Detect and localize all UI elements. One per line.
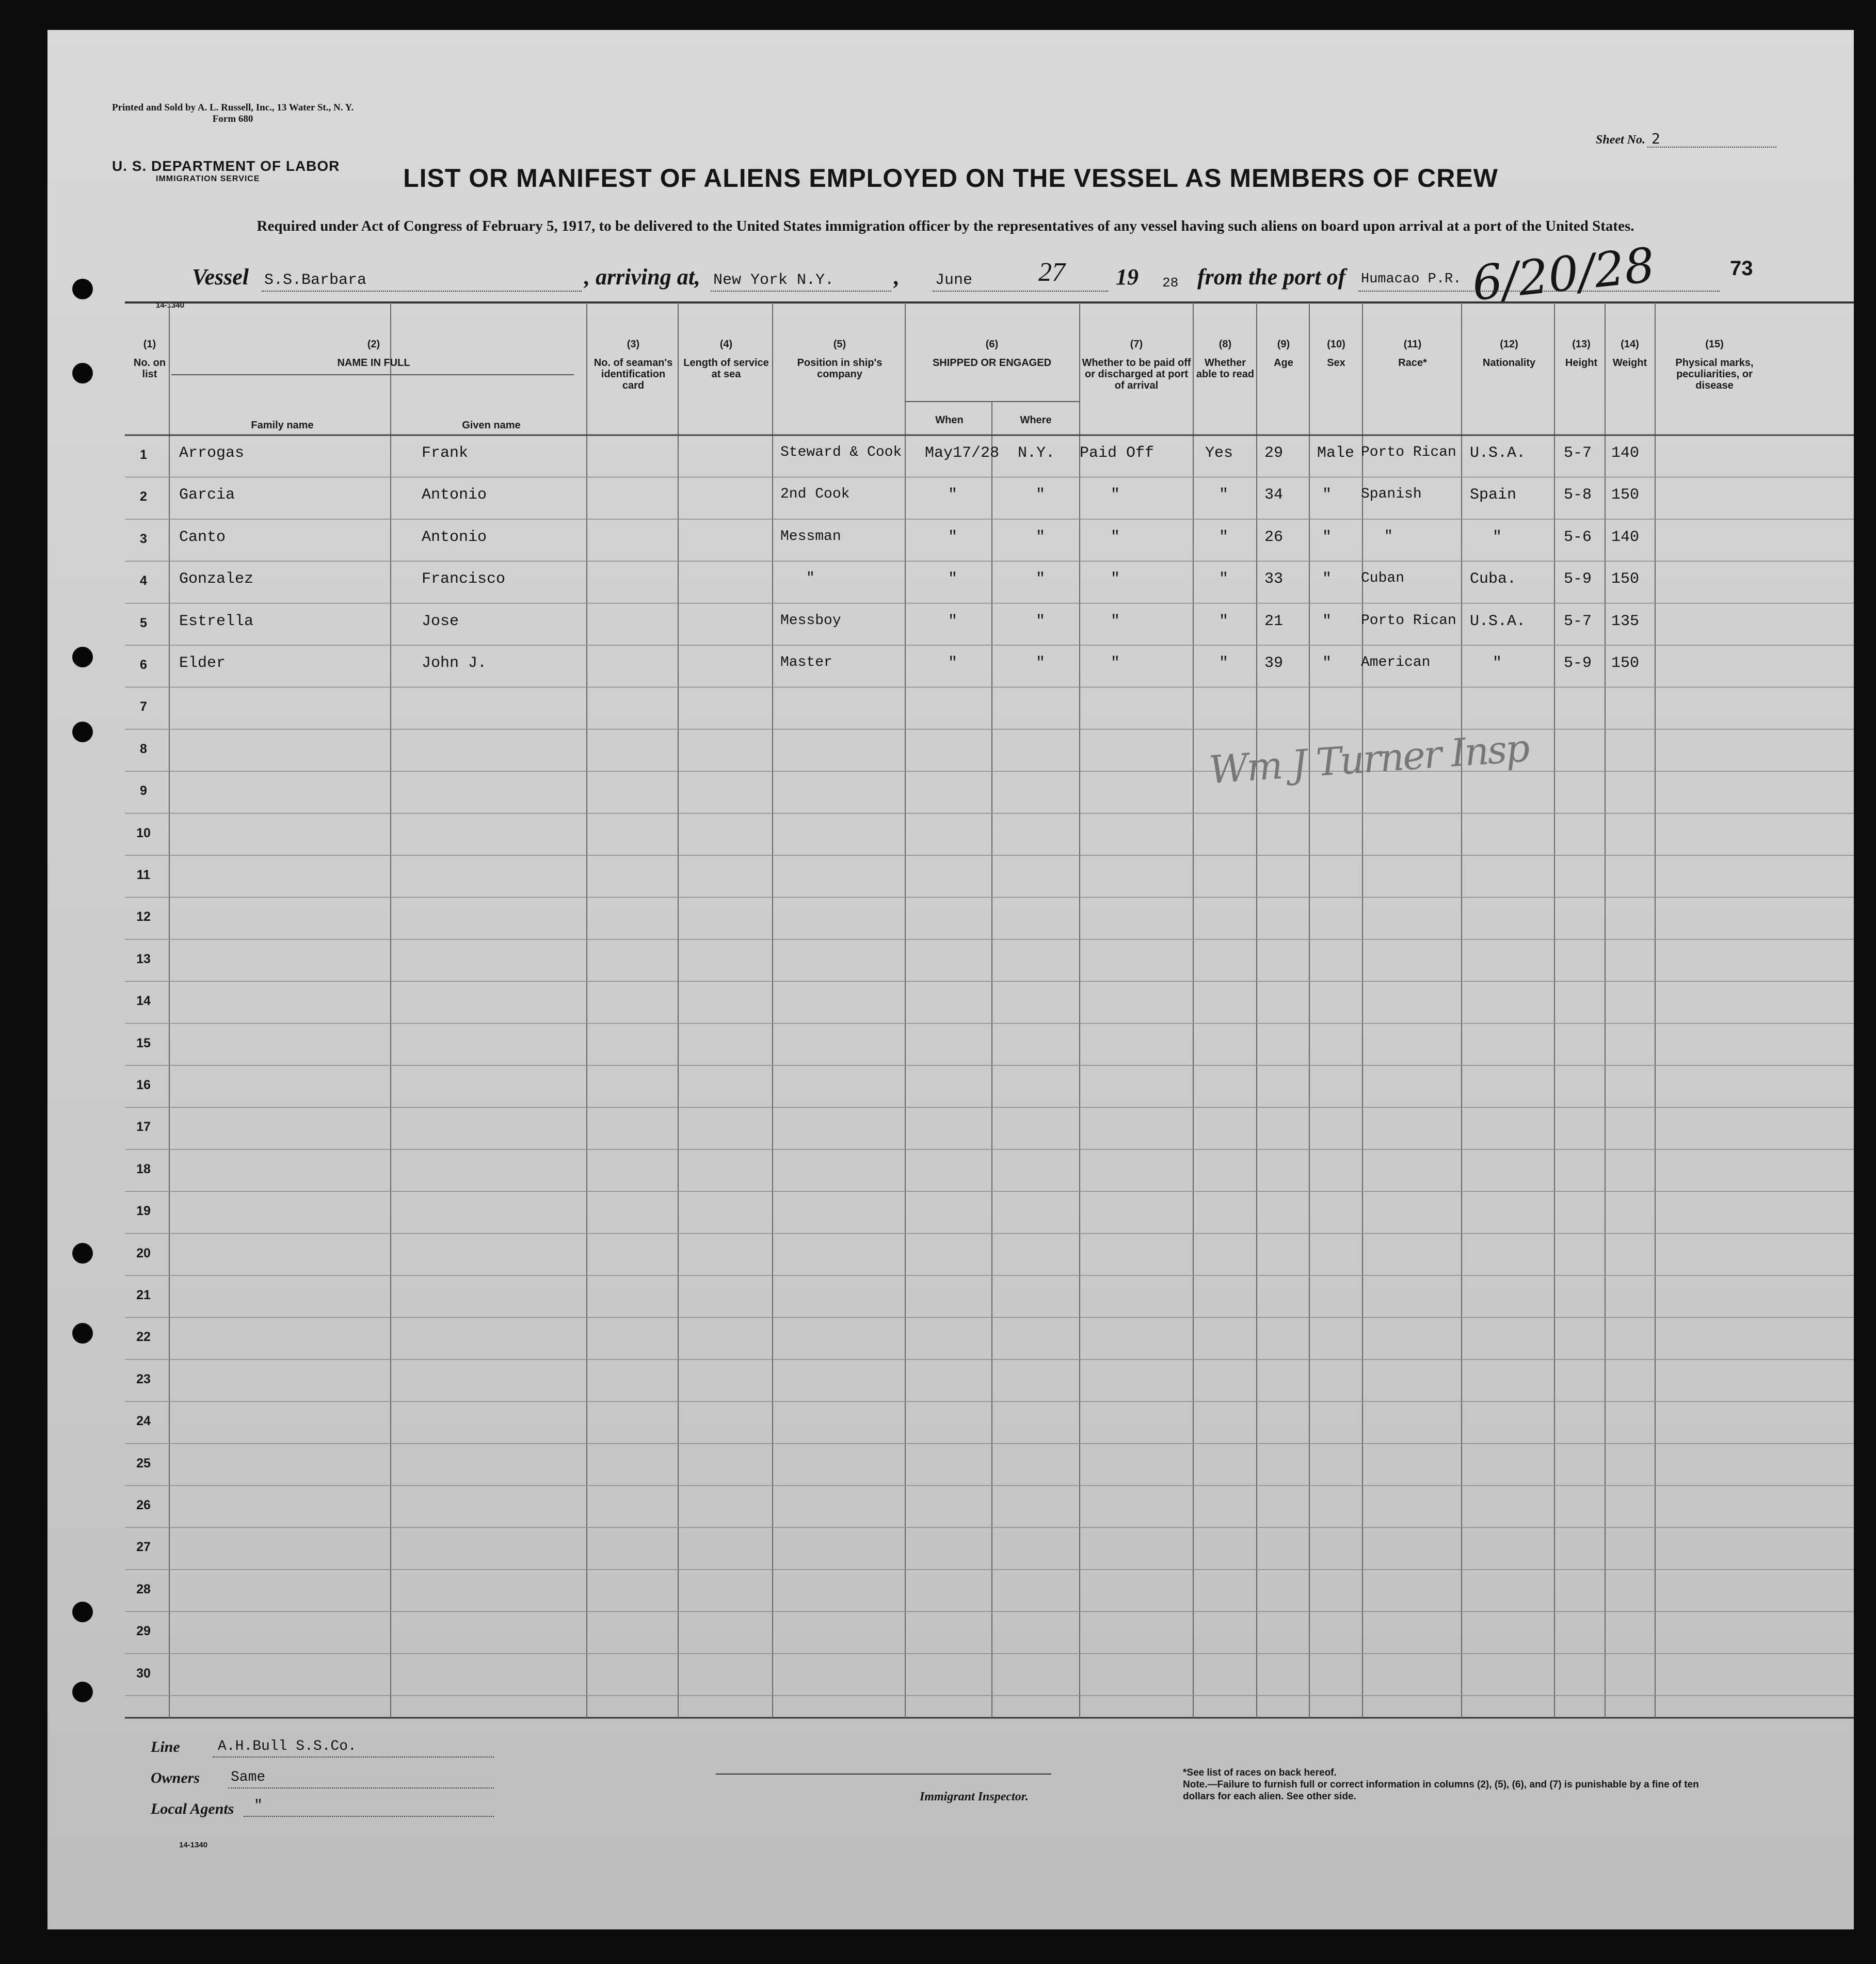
col-14-label: Weight (1612, 357, 1647, 369)
able-to-read: " (1219, 654, 1229, 672)
col-12-label: Nationality (1482, 357, 1536, 369)
row-number: 11 (136, 868, 151, 882)
race: Cuban (1361, 570, 1405, 587)
col-7-header (1080, 339, 1193, 391)
sex: " (1322, 654, 1332, 672)
col-15-header (1658, 339, 1771, 391)
weight: 140 (1611, 528, 1640, 546)
row-number: 18 (136, 1161, 151, 1176)
height: 5-9 (1564, 570, 1592, 588)
row-number: 21 (136, 1288, 151, 1302)
race: " (1384, 528, 1393, 545)
paid-off: " (1111, 654, 1120, 672)
row-number: 24 (136, 1414, 151, 1429)
col-1-number: (1) (143, 339, 156, 350)
shipped-when: " (948, 612, 958, 630)
col-8-label: Whether able to read (1196, 357, 1255, 380)
col-11-label: Race* (1398, 357, 1427, 369)
position: 2nd Cook (780, 486, 850, 503)
nationality: " (1493, 654, 1502, 672)
col-2-header (171, 339, 576, 369)
when-header: When (935, 414, 964, 426)
height: 5-7 (1564, 444, 1592, 462)
col-4-number: (4) (719, 339, 733, 350)
races-note: *See list of races on back hereof. (1183, 1767, 1337, 1778)
agents-value: " (254, 1798, 263, 1814)
col-10-header (1310, 339, 1362, 369)
shipped-where: N.Y. (1018, 444, 1055, 462)
inspector-signature-line (716, 1774, 1051, 1775)
race: Spanish (1361, 486, 1422, 503)
shipped-when: " (948, 528, 958, 546)
age: 29 (1264, 444, 1284, 462)
printer-text: Printed and Sold by A. L. Russell, Inc., 13 Water St., N. Y. (112, 102, 354, 113)
col-15-number: (15) (1705, 339, 1724, 350)
able-to-read: " (1219, 486, 1229, 504)
col-9-number: (9) (1277, 339, 1290, 350)
arrival-port: New York N.Y. (713, 272, 835, 289)
position: " (806, 570, 815, 587)
sheet-number: 2 (1651, 130, 1660, 147)
col-11-number: (11) (1403, 339, 1422, 350)
shipped-where: " (1036, 486, 1046, 504)
shipped-where: " (1036, 570, 1046, 588)
col-2-number: (2) (367, 339, 380, 350)
given-name-header: Given name (462, 420, 521, 431)
row-number: 20 (136, 1246, 151, 1260)
col-8-number: (8) (1218, 339, 1232, 350)
able-to-read: " (1219, 528, 1229, 546)
shipped-when: " (948, 486, 958, 504)
col-9-header (1258, 339, 1309, 369)
small-form-number: 14-1340 (156, 301, 185, 310)
row-number: 28 (136, 1582, 151, 1596)
row-number: 10 (136, 825, 151, 840)
arriving-label: , arriving at, (584, 264, 700, 290)
paid-off: " (1111, 612, 1120, 630)
shipped-when: May17/28 (925, 444, 1000, 462)
family-name: Gonzalez (179, 570, 254, 588)
sex: " (1322, 570, 1332, 588)
col-9-label: Age (1274, 357, 1293, 369)
row-number: 8 (140, 741, 147, 756)
row-number: 25 (136, 1456, 151, 1471)
col-13-header (1556, 339, 1607, 369)
row-number: 19 (136, 1204, 151, 1219)
row-number: 12 (136, 909, 151, 924)
given-name: Jose (422, 612, 459, 630)
col-11-header (1364, 339, 1462, 369)
nationality: U.S.A. (1470, 612, 1526, 630)
col-15-label: Physical marks, peculiarities, or disease (1675, 357, 1754, 391)
col-3-label: No. of seaman's identification card (594, 357, 673, 391)
col-5-label: Position in ship's company (797, 357, 883, 380)
departure-port: Humacao P.R. (1361, 272, 1462, 287)
owners-value: Same (231, 1769, 266, 1785)
shipped-where: " (1036, 612, 1046, 630)
col-7-number: (7) (1130, 339, 1143, 350)
height: 5-7 (1564, 612, 1592, 630)
row-number: 16 (136, 1078, 151, 1092)
position: Messman (780, 528, 841, 545)
row-number: 1 (140, 448, 147, 462)
row-number: 22 (136, 1330, 151, 1345)
department-name: U. S. DEPARTMENT OF LABOR (112, 158, 340, 174)
penalty-note: Note.—Failure to furnish full or correct information in columns (2), (5), (6), and (7) is punishable by a fine of ten dollars for each alien. See other side. (1183, 1779, 1699, 1802)
given-name: John J. (422, 654, 487, 672)
owners-label: Owners (151, 1769, 200, 1786)
sex: " (1322, 528, 1332, 546)
owners-underline (228, 1787, 494, 1789)
row-number: 29 (136, 1624, 151, 1639)
weight: 140 (1611, 444, 1640, 462)
age: 34 (1264, 486, 1284, 504)
col-12-number: (12) (1500, 339, 1518, 350)
arrival-month: June (935, 272, 973, 289)
row-number: 14 (136, 994, 151, 1009)
col-13-label: Height (1565, 357, 1598, 369)
age: 21 (1264, 612, 1284, 630)
shipped-where: " (1036, 528, 1046, 546)
sheet-label: Sheet No. (1596, 133, 1645, 147)
row-number: 27 (136, 1540, 151, 1555)
col-10-number: (10) (1327, 339, 1345, 350)
height: 5-9 (1564, 654, 1592, 672)
manifest-sheet (47, 30, 1854, 1929)
race: Porto Rican (1361, 444, 1456, 460)
position: Messboy (780, 612, 841, 629)
row-number: 2 (140, 489, 147, 504)
vessel-name: S.S.Barbara (264, 272, 367, 289)
row-number: 23 (136, 1371, 151, 1386)
page-number: 73 (1730, 257, 1753, 280)
col-7-label: Whether to be paid off or discharged at port of arrival (1082, 357, 1191, 391)
year-prefix: 19 (1116, 264, 1139, 290)
col-5-header (775, 339, 904, 380)
col-14-header (1606, 339, 1654, 369)
paid-off: Paid Off (1080, 444, 1155, 462)
able-to-read: " (1219, 570, 1229, 588)
agents-label: Local Agents (151, 1800, 234, 1817)
agents-underline (244, 1816, 494, 1817)
col-6-number: (6) (985, 339, 999, 350)
age: 26 (1264, 528, 1284, 546)
row-number: 6 (140, 658, 147, 672)
height: 5-8 (1564, 486, 1592, 504)
row-number: 26 (136, 1498, 151, 1512)
col-6-label: SHIPPED OR ENGAGED (932, 357, 1052, 369)
sex: " (1322, 486, 1332, 504)
service-name: IMMIGRATION SERVICE (156, 174, 260, 183)
col-8-header (1194, 339, 1256, 380)
form-number: Form 680 (212, 114, 253, 124)
able-to-read: Yes (1205, 444, 1233, 462)
paid-off: " (1111, 528, 1120, 546)
col-14-number: (14) (1621, 339, 1639, 350)
where-header: Where (1020, 414, 1052, 426)
row-number: 5 (140, 615, 147, 630)
nationality: U.S.A. (1470, 444, 1526, 462)
document-title: LIST OR MANIFEST OF ALIENS EMPLOYED ON THE VESSEL AS MEMBERS OF CREW (403, 164, 1498, 193)
col-13-number: (13) (1572, 339, 1591, 350)
nationality: " (1493, 528, 1502, 546)
family-name: Arrogas (179, 444, 245, 462)
age: 33 (1264, 570, 1284, 588)
inspector-label: Immigrant Inspector. (920, 1790, 1029, 1803)
vessel-label: Vessel (192, 264, 249, 290)
footer-notes (1183, 1767, 1699, 1802)
weight: 150 (1611, 654, 1640, 672)
from-port-label: from the port of (1197, 264, 1346, 290)
nationality: Spain (1470, 486, 1517, 504)
position: Steward & Cook (780, 444, 902, 460)
paid-off: " (1111, 486, 1120, 504)
col-2-label: NAME IN FULL (337, 357, 410, 369)
arrival-year: 28 (1162, 275, 1179, 291)
footer-form-number: 14-1340 (179, 1841, 208, 1849)
weight: 135 (1611, 612, 1640, 630)
shipped-when: " (948, 570, 958, 588)
given-name: Antonio (422, 486, 487, 504)
nationality: Cuba. (1470, 570, 1517, 588)
family-name: Garcia (179, 486, 235, 504)
line-value: A.H.Bull S.S.Co. (218, 1738, 357, 1754)
race: Porto Rican (1361, 612, 1456, 629)
col-3-header (589, 339, 677, 391)
col-4-header (680, 339, 773, 380)
document-subtitle: Required under Act of Congress of February 5, 1917, to be delivered to the United States immigration officer by the representatives of any vessel having such aliens on board upon arrival at a port of the United States. (256, 218, 1634, 234)
comma-label: , (894, 264, 900, 290)
row-number: 30 (136, 1666, 151, 1681)
sex: Male (1317, 444, 1355, 462)
age: 39 (1264, 654, 1284, 672)
paid-off: " (1111, 570, 1120, 588)
col-1-label: No. on list (133, 357, 166, 380)
row-number: 3 (140, 531, 147, 546)
able-to-read: " (1219, 612, 1229, 630)
col-6-header (907, 339, 1077, 369)
col-3-number: (3) (627, 339, 640, 350)
col-1-header (130, 339, 169, 380)
family-name-header: Family name (251, 420, 314, 431)
shipped-where: " (1036, 654, 1046, 672)
manifest-grid (47, 30, 1854, 1929)
line-label: Line (151, 1738, 180, 1755)
row-number: 9 (140, 784, 147, 799)
given-name: Francisco (422, 570, 506, 588)
row-number: 7 (140, 699, 147, 714)
row-number: 17 (136, 1120, 151, 1135)
col-5-number: (5) (833, 339, 846, 350)
weight: 150 (1611, 486, 1640, 504)
given-name: Frank (422, 444, 469, 462)
departure-date: 6/20/28 (1469, 237, 1658, 312)
col-4-label: Length of service at sea (683, 357, 769, 380)
height: 5-6 (1564, 528, 1592, 546)
position: Master (780, 654, 832, 670)
given-name: Antonio (422, 528, 487, 546)
col-10-label: Sex (1327, 357, 1345, 369)
race: American (1361, 654, 1431, 670)
sex: " (1322, 612, 1332, 630)
inspector-signature: Wm J Turner Insp (1207, 726, 1530, 793)
family-name: Estrella (179, 612, 254, 630)
family-name: Canto (179, 528, 226, 546)
row-number: 15 (136, 1035, 151, 1050)
arrival-day: 27 (1038, 258, 1065, 287)
family-name: Elder (179, 654, 226, 672)
weight: 150 (1611, 570, 1640, 588)
row-number: 4 (140, 573, 147, 588)
col-12-header (1463, 339, 1556, 369)
line-underline (213, 1757, 494, 1758)
shipped-when: " (948, 654, 958, 672)
row-number: 13 (136, 951, 151, 966)
